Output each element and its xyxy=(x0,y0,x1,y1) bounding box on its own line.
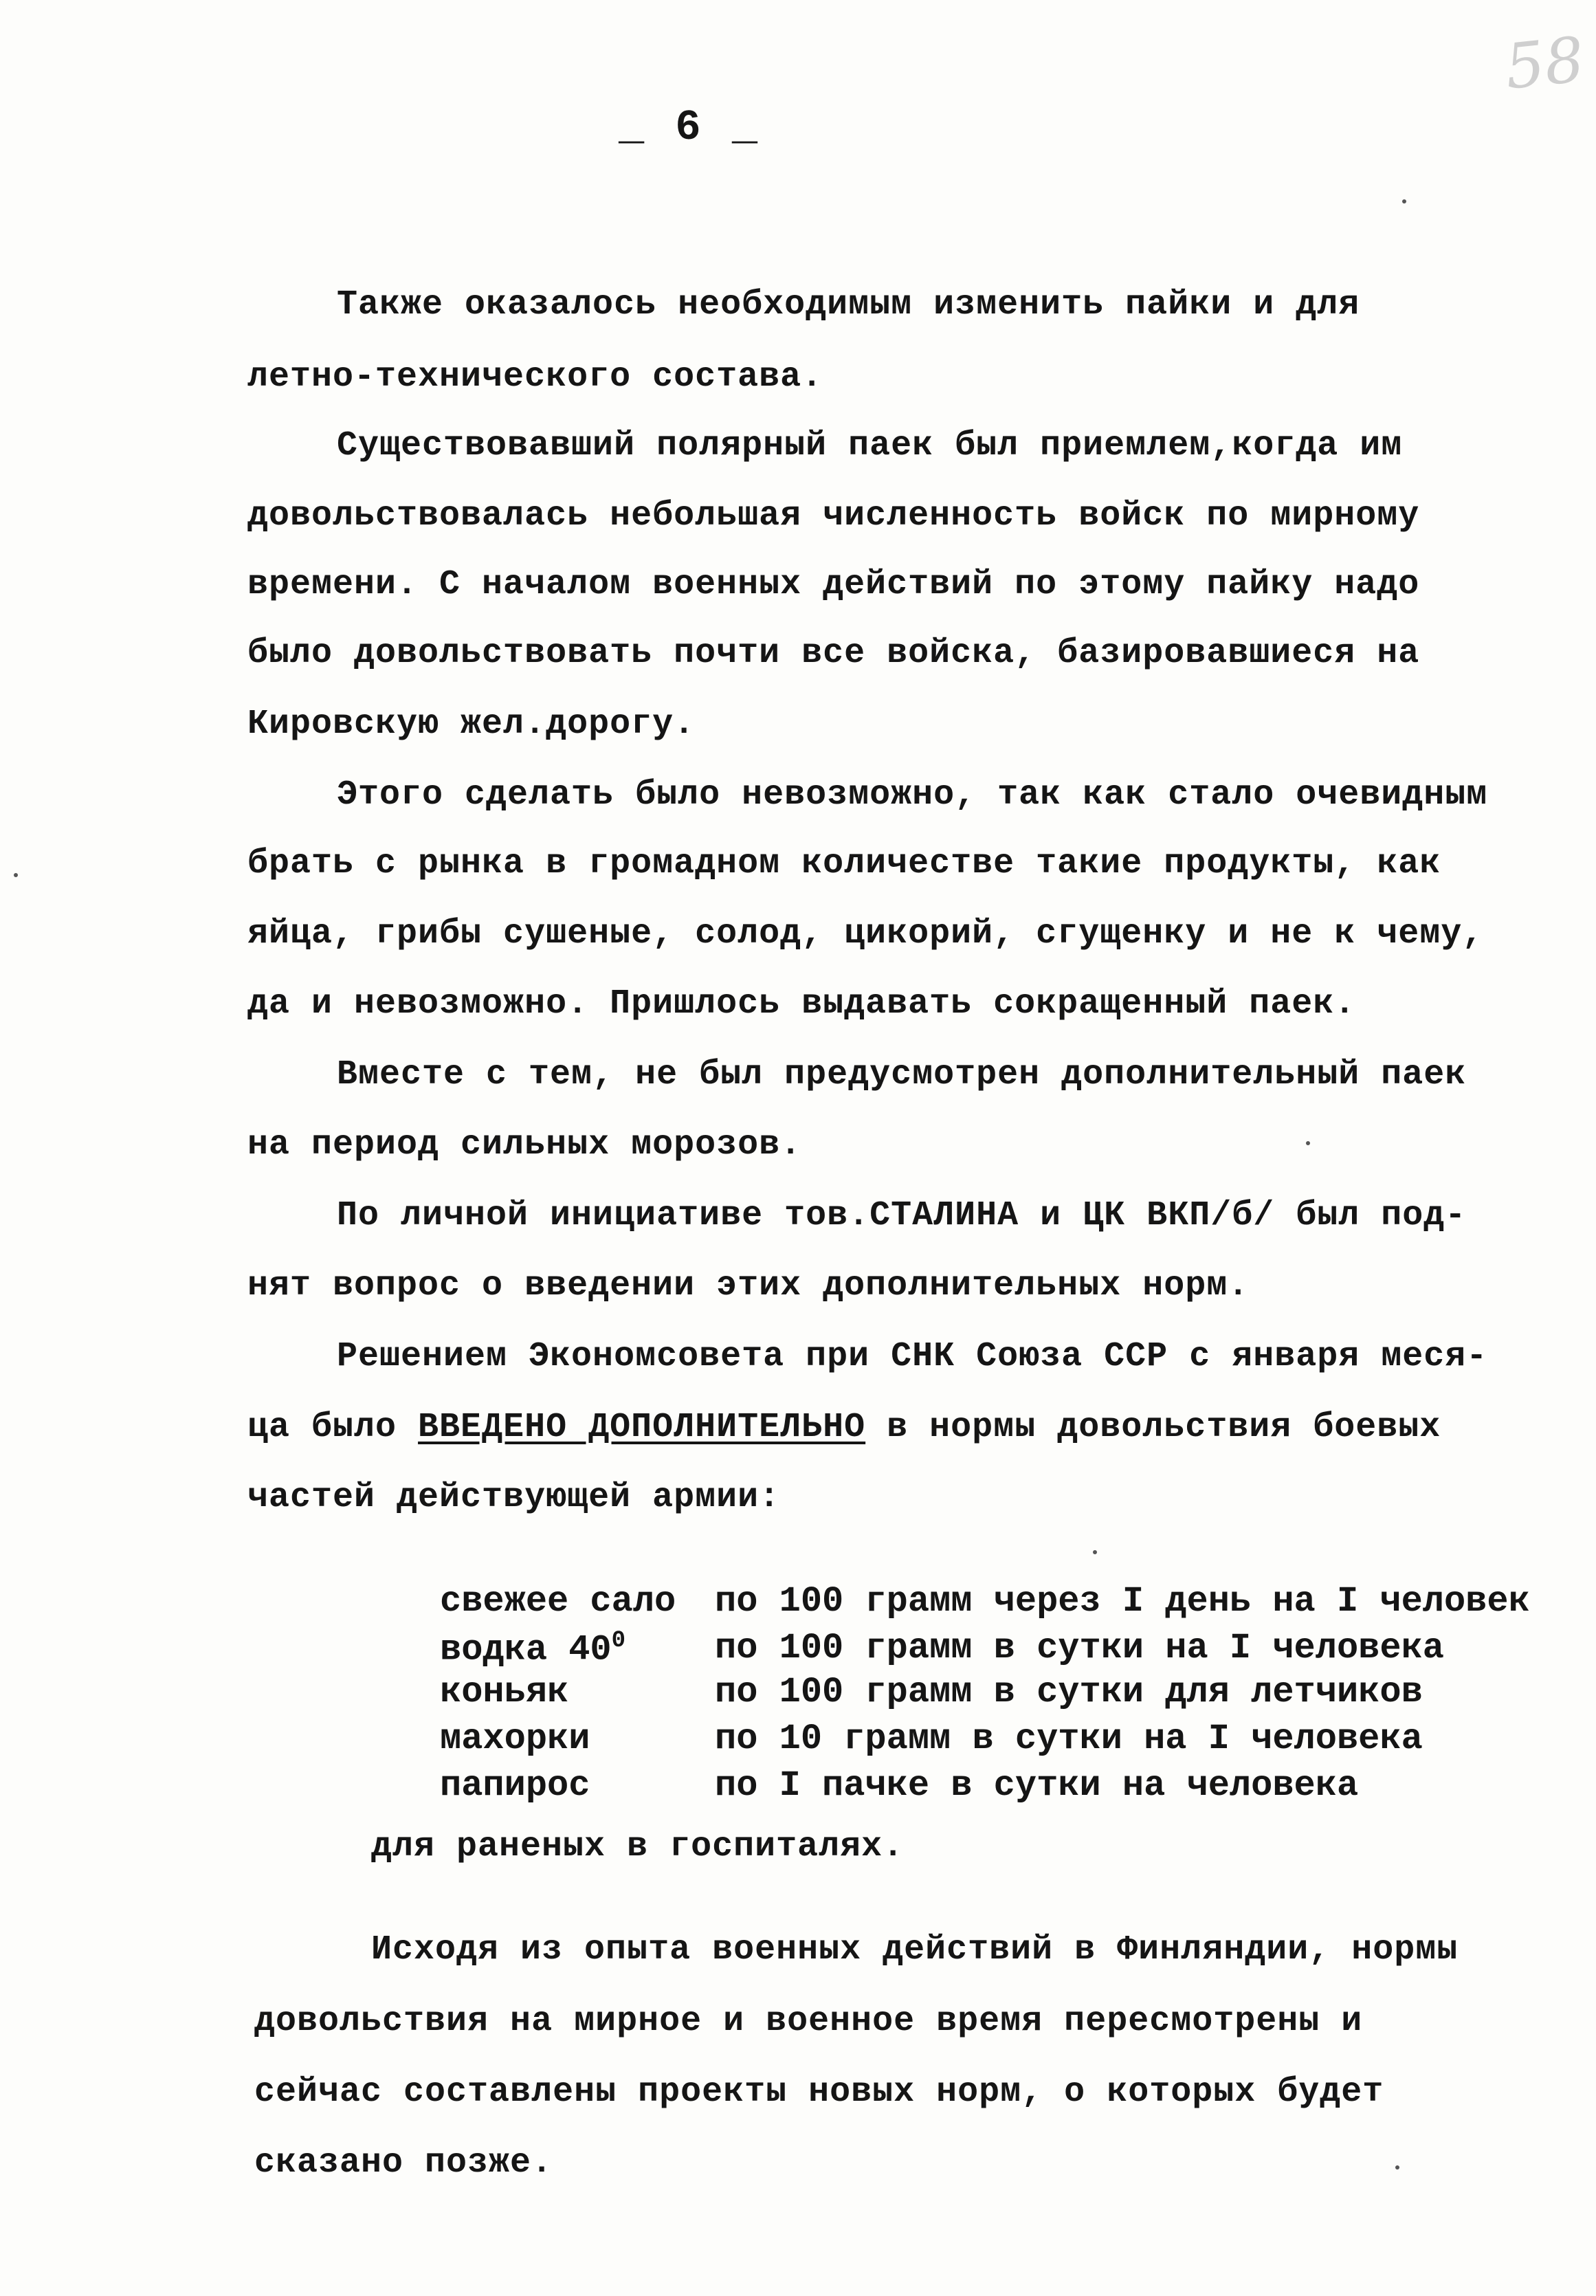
paragraph-3-line-3: яйца, грибы сушеные, солод, цикорий, сгущенку и не к чему, xyxy=(247,914,1484,953)
paragraph-3-line-4: да и невозможно. Пришлось выдавать сокращенный паек. xyxy=(247,984,1356,1024)
paragraph-6-line-2-end: в нормы довольствия боевых xyxy=(865,1408,1441,1447)
ration-item: водка $40^0$ xyxy=(440,1628,626,1670)
ration-norm: по 100 грамм в сутки для летчиков xyxy=(715,1672,1423,1712)
ration-norm: по 100 грамм через I день на I человек xyxy=(715,1581,1530,1622)
degree-mark: 0 xyxy=(611,1628,626,1654)
paragraph-2-line-1: Существовавший полярный паек был приемлем,когда им xyxy=(337,426,1403,465)
paragraph-8-line-2: довольствия на мирное и военное время пересмотрены и xyxy=(254,2002,1363,2041)
ration-norm: по 10 грамм в сутки на I человека xyxy=(715,1719,1423,1759)
paragraph-6-line-1: Решением Экономсовета при СНК Союза ССР с января меся- xyxy=(337,1337,1488,1376)
underlined-emphasis: ВВЕДЕНО ДОПОЛНИТЕЛЬНО xyxy=(418,1408,866,1447)
paragraph-5-line-1: По личной инициативе тов.СТАЛИНА и ЦК ВКП/б/ был под- xyxy=(337,1196,1467,1235)
scan-speck xyxy=(14,873,18,877)
ration-item: свежее сало xyxy=(440,1581,676,1622)
scan-speck xyxy=(1093,1550,1097,1554)
paragraph-6-line-3: частей действующей армии: xyxy=(247,1478,781,1517)
paragraph-4-line-2: на период сильных морозов. xyxy=(247,1125,802,1164)
paragraph-4-line-1: Вместе с тем, не был предусмотрен дополнительный паек xyxy=(337,1055,1467,1094)
paragraph-3-line-1: Этого сделать было невозможно, так как стало очевидным xyxy=(337,775,1488,815)
archive-folio-mark: 58 xyxy=(1501,23,1588,104)
page-number: _ 6 _ xyxy=(619,103,761,152)
paragraph-2-line-5: Кировскую жел.дорогу. xyxy=(247,705,696,744)
ration-item: папирос xyxy=(440,1765,590,1806)
scan-speck xyxy=(1395,2165,1399,2170)
ration-norm: по I пачке в сутки на человека xyxy=(715,1765,1359,1806)
scan-speck xyxy=(1402,199,1406,203)
paragraph-6-line-2 xyxy=(247,1408,1441,1447)
paragraph-8-line-4: сказано позже. xyxy=(254,2143,553,2183)
paragraph-5-line-2: нят вопрос о введении этих дополнительных норм. xyxy=(247,1266,1250,1305)
hospital-note: для раненых в госпиталях. xyxy=(371,1827,905,1866)
ration-norm: по 100 грамм в сутки на I человека xyxy=(715,1628,1444,1668)
ration-item: коньяк xyxy=(440,1672,569,1712)
paragraph-1-line-2: летно-технического состава. xyxy=(247,357,823,397)
paragraph-8-line-1: Исходя из опыта военных действий в Финляндии, нормы xyxy=(371,1930,1459,1969)
paragraph-2-line-4: было довольствовать почти все войска, базировавшиеся на xyxy=(247,634,1420,673)
paragraph-2-line-3: времени. С началом военных действий по этому пайку надо xyxy=(247,565,1420,604)
paragraph-3-line-2: брать с рынка в громадном количестве такие продукты, как xyxy=(247,844,1441,883)
paragraph-1-line-1: Также оказалось необходимым изменить пайки и для xyxy=(337,285,1360,324)
ration-item: махорки xyxy=(440,1719,590,1759)
paragraph-6-line-2-start: ца было xyxy=(247,1408,419,1447)
scan-speck xyxy=(1306,1141,1310,1145)
paragraph-8-line-3: сейчас составлены проекты новых норм, о которых будет xyxy=(254,2073,1384,2112)
paragraph-2-line-2: довольствовалась небольшая численность войск по мирному xyxy=(247,496,1420,536)
